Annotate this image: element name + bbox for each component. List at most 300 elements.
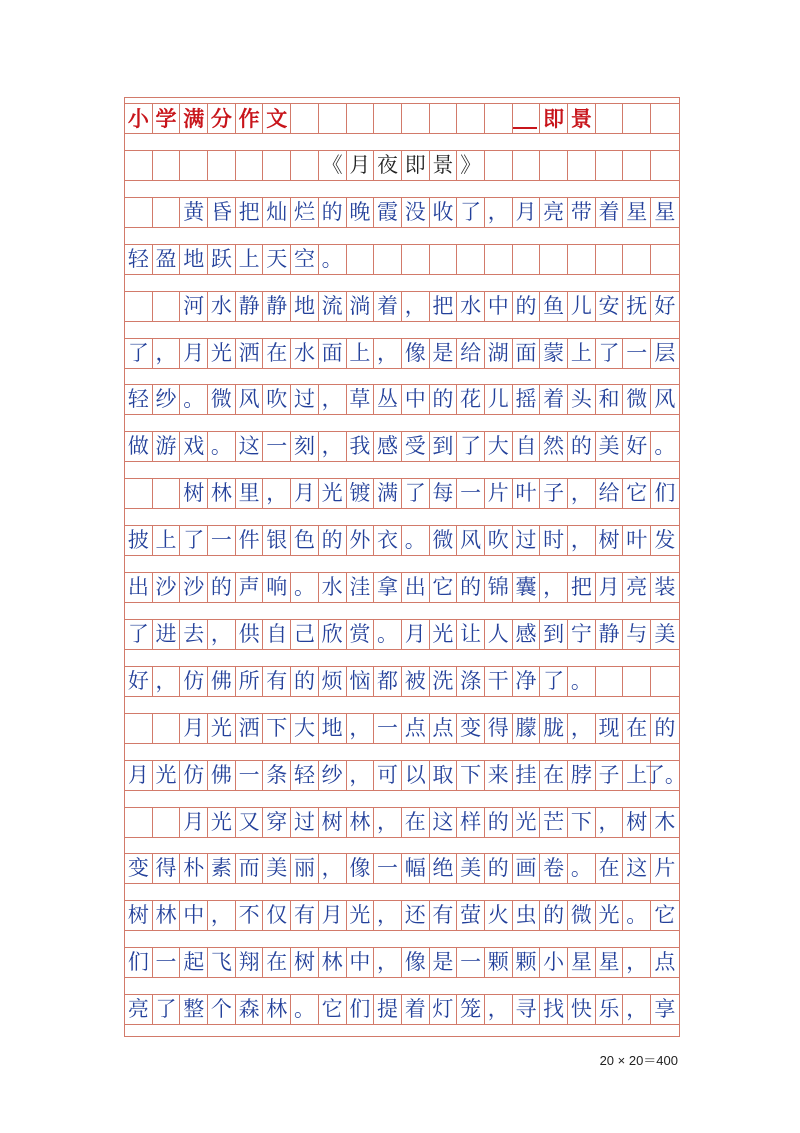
text-char: 满 — [374, 479, 402, 508]
text-char: 纱 — [153, 385, 181, 414]
text-char: 光 — [208, 714, 236, 743]
text-char: 儿 — [568, 292, 596, 321]
text-char: 草 — [347, 385, 375, 414]
text-char: 镀 — [347, 479, 375, 508]
text-char: 欣 — [319, 620, 347, 649]
text-row — [125, 619, 679, 650]
grid-cell — [125, 714, 153, 743]
text-row — [125, 760, 686, 791]
text-char: 囊 — [513, 573, 541, 602]
text-char: 过 — [513, 526, 541, 555]
text-char: 静 — [263, 292, 291, 321]
text-char: 。 — [402, 526, 430, 555]
grid-cell — [153, 808, 181, 837]
grid-cell — [540, 245, 568, 274]
text-char: 里 — [236, 479, 264, 508]
text-char: 大 — [485, 432, 513, 461]
text-char: 样 — [457, 808, 485, 837]
text-char: 淌 — [347, 292, 375, 321]
grid-cell — [319, 104, 347, 133]
text-char: 了 — [180, 526, 208, 555]
text-char: 都 — [374, 667, 402, 696]
text-char: 点 — [654, 950, 676, 975]
text-char: 洗 — [430, 667, 458, 696]
header-char: 即 — [540, 104, 568, 133]
text-char: 抚 — [623, 292, 651, 321]
text-char: 月 — [513, 198, 541, 227]
text-char: 虫 — [513, 901, 541, 930]
grid-cell — [596, 667, 624, 696]
grid-cell — [596, 151, 624, 180]
grid-cell — [374, 104, 402, 133]
text-char: 颗 — [485, 948, 513, 977]
text-char: ， — [153, 667, 181, 696]
text-char: 在 — [263, 339, 291, 368]
text-char: 飞 — [208, 948, 236, 977]
text-char: 林 — [319, 948, 347, 977]
text-char: 洒 — [236, 339, 264, 368]
text-char: 整 — [180, 995, 208, 1024]
text-char: 自 — [513, 432, 541, 461]
text-char: 灿 — [263, 198, 291, 227]
header-char: 学 — [153, 104, 181, 133]
text-char: 树 — [596, 526, 624, 555]
text-char: ， — [568, 526, 596, 555]
text-char: 丛 — [374, 385, 402, 414]
text-char: 脖 — [568, 761, 596, 790]
text-char: 丽 — [291, 854, 319, 883]
text-char: 声 — [236, 573, 264, 602]
text-char: 晚 — [347, 198, 375, 227]
text-char: ， — [568, 479, 596, 508]
text-char: 树 — [125, 901, 153, 930]
text-char: 把 — [430, 292, 458, 321]
text-char: 拿 — [374, 573, 402, 602]
text-row — [125, 807, 679, 838]
text-row — [125, 666, 679, 697]
text-char: 静 — [596, 620, 624, 649]
text-char: 起 — [180, 948, 208, 977]
text-char: 树 — [291, 948, 319, 977]
text-char: 在 — [263, 948, 291, 977]
text-char: ， — [347, 714, 375, 743]
text-row — [125, 713, 679, 744]
grid-cell — [623, 245, 651, 274]
text-char: 芒 — [540, 808, 568, 837]
text-char: 水 — [319, 573, 347, 602]
text-char: 宁 — [568, 620, 596, 649]
text-char: 星 — [568, 948, 596, 977]
text-char: 点 — [430, 714, 458, 743]
text-row — [125, 384, 679, 415]
text-char: 可 — [374, 761, 402, 790]
text-char: 安 — [596, 292, 624, 321]
grid-cell — [623, 667, 651, 696]
text-char: 一 — [153, 948, 181, 977]
grid-cell — [457, 104, 485, 133]
text-char: ， — [153, 339, 181, 368]
grid-cell — [651, 245, 679, 274]
text-char: 是 — [430, 948, 458, 977]
text-char: 的 — [430, 385, 458, 414]
text-char: 的 — [654, 715, 676, 740]
header-char: 景 — [568, 104, 596, 133]
text-char: ， — [319, 854, 347, 883]
text-char: 湖 — [485, 339, 513, 368]
text-char: 叶 — [623, 526, 651, 555]
text-row — [125, 244, 679, 275]
grid-cell — [402, 245, 430, 274]
text-char: 小 — [540, 948, 568, 977]
text-char: 它 — [319, 995, 347, 1024]
text-char: 一 — [623, 339, 651, 368]
grid-cell — [208, 151, 236, 180]
text-char: 来 — [485, 761, 513, 790]
grid-cell — [180, 151, 208, 180]
text-row — [125, 431, 679, 462]
text-char: ， — [374, 901, 402, 930]
text-char: 。 — [319, 245, 347, 274]
grid-cell — [485, 245, 513, 274]
text-char: 轻 — [125, 245, 153, 274]
text-char: 在 — [540, 761, 568, 790]
text-char: 绝 — [430, 854, 458, 883]
text-char: 。 — [291, 573, 319, 602]
grid-cell — [153, 479, 181, 508]
text-row — [125, 900, 679, 931]
text-char: 做 — [125, 432, 153, 461]
text-char: 中 — [180, 901, 208, 930]
text-char: 上 — [623, 761, 651, 790]
text-char: 。 — [374, 620, 402, 649]
text-char: 出 — [125, 573, 153, 602]
text-char: 一 — [208, 526, 236, 555]
text-char: ， — [319, 432, 347, 461]
text-char: 的 — [457, 573, 485, 602]
text-char: 微 — [623, 385, 651, 414]
text-char: 穿 — [263, 808, 291, 837]
text-char: 我 — [347, 432, 375, 461]
text-char: 的 — [540, 901, 568, 930]
text-char: 林 — [263, 995, 291, 1024]
text-char: 了 — [125, 339, 153, 368]
text-char: 自 — [263, 620, 291, 649]
text-char: 的 — [485, 854, 513, 883]
text-char: ， — [374, 808, 402, 837]
text-char: 树 — [180, 479, 208, 508]
text-char: 素 — [208, 854, 236, 883]
grid-cell — [125, 198, 153, 227]
text-char: 们 — [347, 995, 375, 1024]
title-row — [125, 150, 679, 181]
text-char: 仅 — [263, 901, 291, 930]
text-char: 找 — [540, 995, 568, 1024]
text-char: 没 — [402, 198, 430, 227]
text-row — [125, 947, 679, 978]
grid-cell — [651, 667, 679, 696]
text-char: 披 — [125, 526, 153, 555]
text-char: 树 — [623, 808, 651, 837]
text-char: 了 — [457, 198, 485, 227]
text-char: 享 — [654, 997, 676, 1022]
text-char: 己 — [291, 620, 319, 649]
text-char: 光 — [430, 620, 458, 649]
grid-cell — [125, 151, 153, 180]
text-char: 有 — [263, 667, 291, 696]
text-char: 色 — [291, 526, 319, 555]
fill-in-blank — [513, 109, 538, 129]
text-char: 叶 — [513, 479, 541, 508]
text-char: 有 — [291, 901, 319, 930]
grid-cell — [347, 104, 375, 133]
text-char: 而 — [236, 854, 264, 883]
text-char: 光 — [319, 479, 347, 508]
text-row — [125, 572, 679, 603]
grid-cell — [485, 151, 513, 180]
text-char: 中 — [402, 385, 430, 414]
text-char: 的 — [319, 198, 347, 227]
text-char: 与 — [623, 620, 651, 649]
text-char: 洼 — [347, 573, 375, 602]
text-char: 天 — [263, 245, 291, 274]
text-char: 水 — [457, 292, 485, 321]
text-char: 盈 — [153, 245, 181, 274]
text-char: 流 — [319, 292, 347, 321]
text-char: 月 — [125, 761, 153, 790]
text-char: 画 — [513, 854, 541, 883]
title-char: 景 — [430, 151, 458, 180]
text-char: 们 — [654, 481, 676, 506]
text-char: 有 — [430, 901, 458, 930]
text-char: 供 — [236, 620, 264, 649]
text-char: 所 — [236, 667, 264, 696]
text-char: 笼 — [457, 995, 485, 1024]
text-char: 着 — [540, 385, 568, 414]
text-char: 片 — [485, 479, 513, 508]
text-char: 寻 — [513, 995, 541, 1024]
text-char: 黄 — [180, 198, 208, 227]
text-char: 收 — [430, 198, 458, 227]
text-row — [125, 994, 679, 1025]
text-char: 下 — [457, 761, 485, 790]
header-char: 作 — [236, 104, 264, 133]
text-char: 地 — [319, 714, 347, 743]
text-char: 取 — [430, 761, 458, 790]
text-char: ， — [540, 573, 568, 602]
header-char: 小 — [125, 104, 153, 133]
text-char: 得 — [153, 854, 181, 883]
text-char: 提 — [374, 995, 402, 1024]
text-char: 刻 — [291, 432, 319, 461]
text-char: 洒 — [236, 714, 264, 743]
text-char: 到 — [430, 432, 458, 461]
text-char: 在 — [623, 714, 651, 743]
text-char: 它 — [430, 573, 458, 602]
text-char: 面 — [513, 339, 541, 368]
text-char: 风 — [236, 385, 264, 414]
text-char: 给 — [457, 339, 485, 368]
text-char: 霞 — [374, 198, 402, 227]
text-char: 不 — [236, 901, 264, 930]
text-char: 响 — [263, 573, 291, 602]
text-char: 下 — [568, 808, 596, 837]
text-char: ， — [485, 198, 513, 227]
text-char: 进 — [153, 620, 181, 649]
grid-cell — [236, 151, 264, 180]
text-char: 装 — [654, 575, 676, 599]
text-char: 好 — [623, 432, 651, 461]
text-char: 中 — [485, 292, 513, 321]
text-char: 吹 — [485, 526, 513, 555]
text-char: 跃 — [208, 245, 236, 274]
text-char: 干 — [485, 667, 513, 696]
grid-cell — [430, 245, 458, 274]
grid-cell — [457, 245, 485, 274]
text-char: 上 — [347, 339, 375, 368]
text-char: ， — [485, 995, 513, 1024]
header-char: 文 — [263, 104, 291, 133]
text-char: 外 — [347, 526, 375, 555]
grid-cell — [568, 151, 596, 180]
title-char: 》 — [457, 151, 485, 180]
grid-cell — [291, 151, 319, 180]
text-char: 摇 — [513, 385, 541, 414]
text-row — [125, 853, 679, 884]
text-row — [125, 525, 679, 556]
grid-cell — [623, 151, 651, 180]
text-char: 着 — [374, 292, 402, 321]
text-char: ， — [623, 948, 651, 977]
text-char: 过 — [291, 385, 319, 414]
text-char: 出 — [402, 573, 430, 602]
text-char: 佛 — [208, 761, 236, 790]
text-char: 的 — [208, 573, 236, 602]
text-char: 发 — [654, 528, 676, 553]
text-char: 点 — [402, 714, 430, 743]
text-char: 吹 — [263, 385, 291, 414]
text-char: 了 — [402, 479, 430, 508]
text-char: 又 — [236, 808, 264, 837]
text-char: 着 — [596, 198, 624, 227]
text-char: 过 — [291, 808, 319, 837]
text-char: 游 — [153, 432, 181, 461]
text-char: 地 — [180, 245, 208, 274]
text-char: 月 — [596, 573, 624, 602]
text-char: 得 — [485, 714, 513, 743]
grid-cell — [513, 151, 541, 180]
text-char: 像 — [402, 948, 430, 977]
text-char: 儿 — [485, 385, 513, 414]
title-char: 即 — [402, 151, 430, 180]
grid-cell — [651, 151, 679, 180]
text-char: 被 — [402, 667, 430, 696]
text-char: 净 — [513, 667, 541, 696]
text-char: 光 — [208, 339, 236, 368]
text-char: 片 — [654, 856, 676, 881]
text-char: 沙 — [180, 573, 208, 602]
text-char: 让 — [457, 620, 485, 649]
text-char: 花 — [457, 385, 485, 414]
grid-cell — [568, 245, 596, 274]
text-char: 上 — [568, 339, 596, 368]
text-char: 月 — [291, 479, 319, 508]
text-char: 风 — [654, 387, 676, 412]
text-char: 把 — [236, 198, 264, 227]
grid-cell — [125, 808, 153, 837]
text-char: 。 — [208, 432, 236, 461]
text-row — [125, 291, 679, 322]
text-char: 木 — [654, 809, 676, 834]
text-char: 微 — [430, 526, 458, 555]
text-char: 一 — [263, 432, 291, 461]
text-char: 星 — [654, 199, 676, 224]
text-char: 月 — [180, 339, 208, 368]
text-char: 中 — [347, 948, 375, 977]
text-char: 每 — [430, 479, 458, 508]
text-char: 这 — [623, 854, 651, 883]
grid-cell — [347, 245, 375, 274]
text-char: 美 — [654, 621, 676, 646]
text-char: 光 — [153, 761, 181, 790]
text-char: 到 — [540, 620, 568, 649]
text-char: 层 — [654, 340, 676, 365]
text-char: 是 — [430, 339, 458, 368]
text-char: 仿 — [180, 667, 208, 696]
text-char: 。 — [623, 901, 651, 930]
text-char: 的 — [485, 808, 513, 837]
grid-cell — [430, 104, 458, 133]
grid-cell — [596, 104, 624, 133]
text-char: 人 — [485, 620, 513, 649]
text-char: 静 — [236, 292, 264, 321]
text-char: 。 — [568, 667, 596, 696]
text-char: 它 — [623, 479, 651, 508]
text-char: 感 — [513, 620, 541, 649]
text-row — [125, 338, 679, 369]
text-char: 像 — [347, 854, 375, 883]
text-char: 时 — [540, 526, 568, 555]
text-char: 仿 — [180, 761, 208, 790]
grid-cell — [153, 292, 181, 321]
text-char: 亮 — [540, 198, 568, 227]
text-char: ， — [568, 714, 596, 743]
text-char: 美 — [596, 432, 624, 461]
text-char: 胧 — [540, 714, 568, 743]
grid-cell — [374, 245, 402, 274]
text-char: ， — [374, 339, 402, 368]
text-char: 月 — [180, 714, 208, 743]
grid-cell — [651, 104, 679, 133]
text-char: 条 — [263, 761, 291, 790]
text-char: 衣 — [374, 526, 402, 555]
text-char: 挂 — [513, 761, 541, 790]
text-char: 轻 — [291, 761, 319, 790]
text-char: 好 — [125, 667, 153, 696]
text-char: 去 — [180, 620, 208, 649]
text-char: ， — [263, 479, 291, 508]
text-char: 件 — [236, 526, 264, 555]
header-char: 分 — [208, 104, 236, 133]
text-char: 的 — [568, 432, 596, 461]
grid-cell — [596, 245, 624, 274]
text-char: 面 — [319, 339, 347, 368]
text-char: 了 — [596, 339, 624, 368]
text-char: 了 — [153, 995, 181, 1024]
text-char: 乐 — [596, 995, 624, 1024]
text-char: 光 — [596, 901, 624, 930]
text-char: 光 — [208, 808, 236, 837]
text-char: 戏 — [180, 432, 208, 461]
